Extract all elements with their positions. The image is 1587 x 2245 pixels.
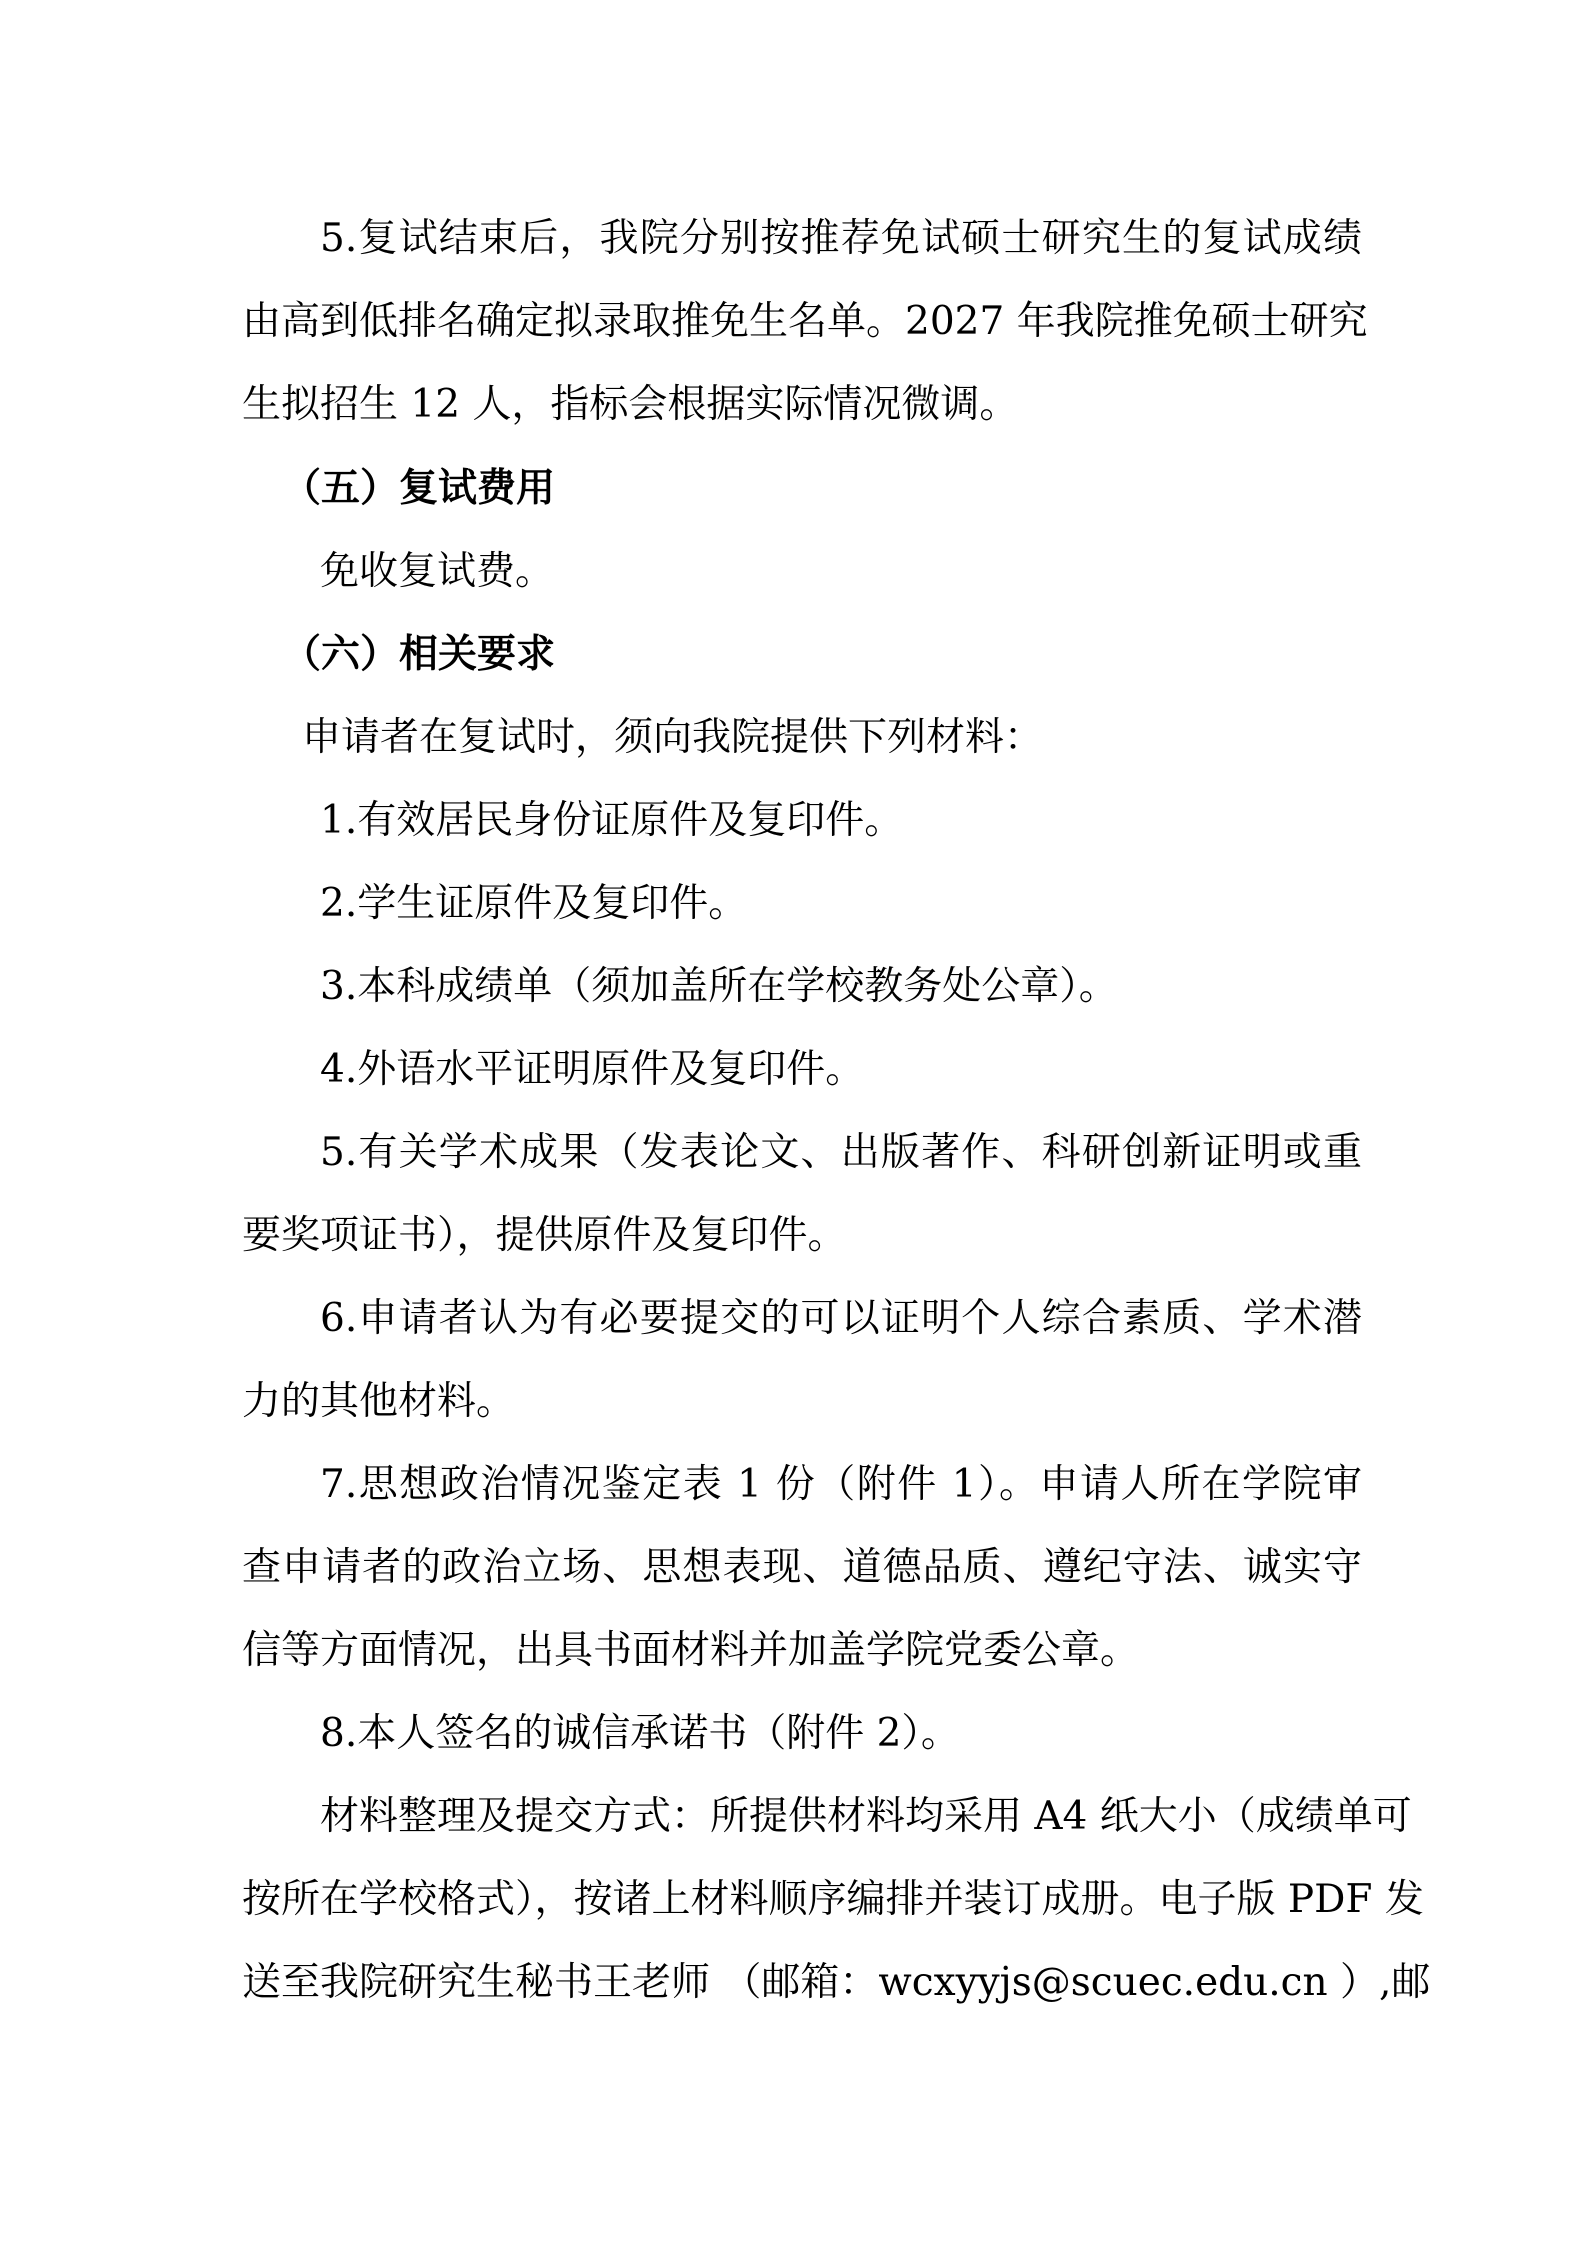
list-item-continuation: 查申请者的政治立场、思想表现、道德品质、遵纪守法、诚实守: [242, 1545, 1362, 1590]
paragraph-line: 送至我院研究生秘书王老师 （邮箱：wcxyyjs@scuec.edu.cn ）,邮: [242, 1960, 1431, 2005]
section-heading: （六）相关要求: [282, 632, 556, 677]
list-item-continuation: 信等方面情况，出具书面材料并加盖学院党委公章。: [242, 1628, 1140, 1673]
list-item: 7.思想政治情况鉴定表 1 份（附件 1）。申请人所在学院审: [320, 1462, 1362, 1507]
list-item: 5.有关学术成果（发表论文、出版著作、科研创新证明或重: [320, 1130, 1362, 1175]
section-heading: （五）复试费用: [282, 466, 556, 511]
list-item-continuation: 力的其他材料。: [242, 1379, 516, 1424]
list-item: 2.学生证原件及复印件。: [320, 881, 748, 926]
paragraph-line: 材料整理及提交方式：所提供材料均采用 A4 纸大小（成绩单可: [320, 1794, 1412, 1839]
paragraph-line: 按所在学校格式），按诸上材料顺序编排并装订成册。电子版 PDF 发: [242, 1877, 1424, 1922]
paragraph-line: 免收复试费。: [320, 549, 555, 594]
paragraph-line: 生拟招生 12 人，指标会根据实际情况微调。: [242, 382, 1019, 427]
paragraph-line: 5.复试结束后，我院分别按推荐免试硕士研究生的复试成绩: [320, 216, 1362, 261]
list-item: 3.本科成绩单（须加盖所在学校教务处公章）。: [320, 964, 1118, 1009]
list-item: 8.本人签名的诚信承诺书（附件 2）。: [320, 1711, 960, 1756]
list-item-continuation: 要奖项证书），提供原件及复印件。: [242, 1213, 847, 1258]
list-item: 1.有效居民身份证原件及复印件。: [320, 798, 904, 843]
paragraph-line: 由高到低排名确定拟录取推免生名单。2027 年我院推免硕士研究: [242, 299, 1368, 344]
list-item: 6.申请者认为有必要提交的可以证明个人综合素质、学术潜: [320, 1296, 1362, 1341]
paragraph-line: 申请者在复试时，须向我院提供下列材料：: [302, 715, 1044, 760]
list-item: 4.外语水平证明原件及复印件。: [320, 1047, 865, 1092]
